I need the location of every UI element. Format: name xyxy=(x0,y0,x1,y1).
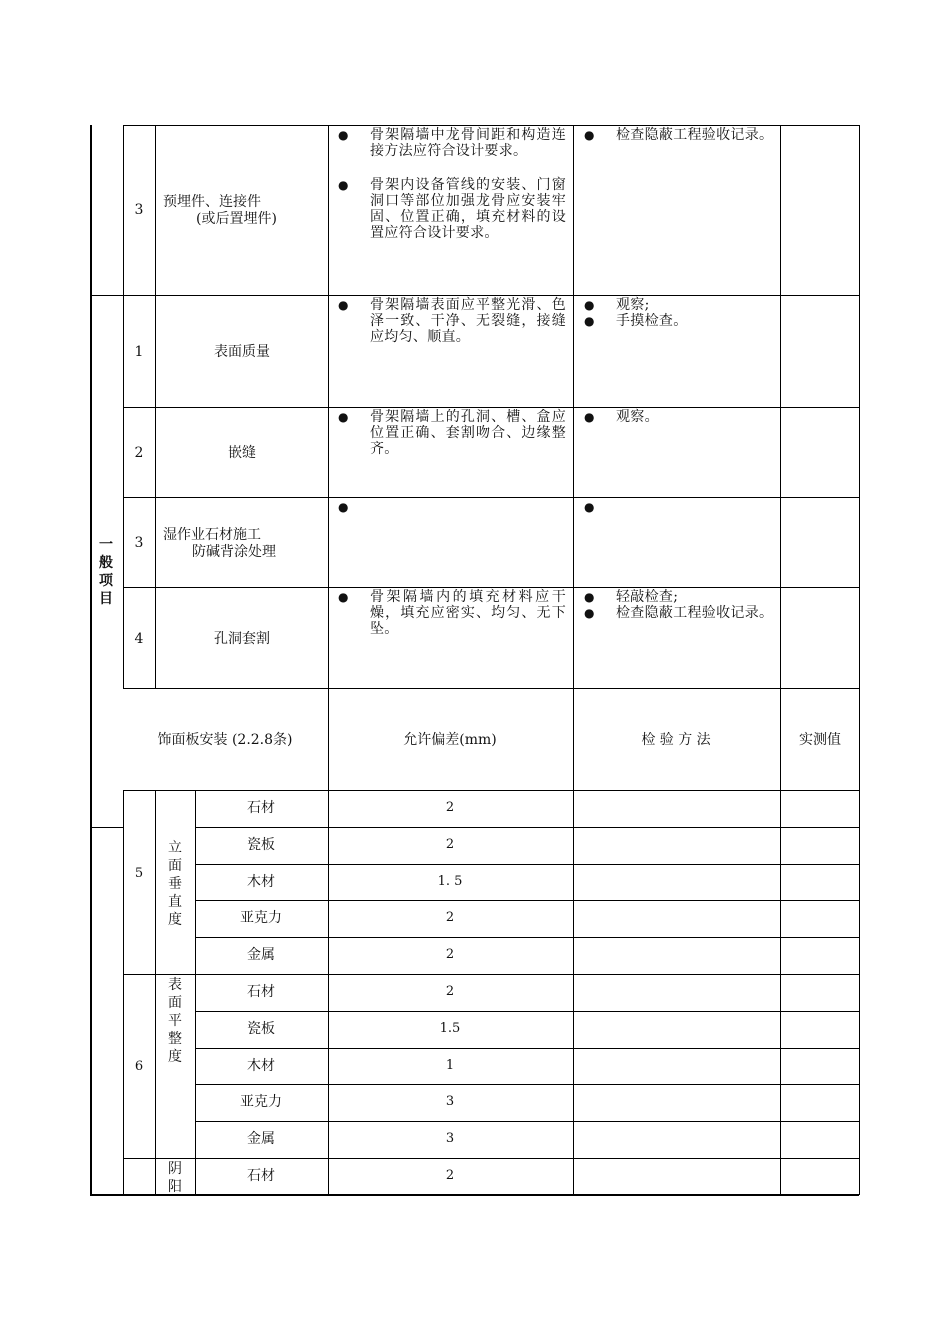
requirement-column-rule xyxy=(328,125,329,1195)
row-number: 3 xyxy=(134,202,144,218)
row-rule xyxy=(195,1121,859,1122)
category-general-items-label: 一般项目 xyxy=(99,537,113,607)
bullet-icon: ● xyxy=(338,590,349,604)
tolerance-value: 2 xyxy=(445,800,455,815)
row-rule xyxy=(195,1084,859,1085)
bullet-icon: ● xyxy=(338,410,349,424)
row-number: 2 xyxy=(134,445,144,461)
material-name: 金属 xyxy=(247,947,275,963)
method-text: 检查隐蔽工程验收记录。 xyxy=(616,127,774,143)
material-name: 亚克力 xyxy=(240,910,282,926)
bullet-icon: ● xyxy=(584,128,595,142)
table-top-border xyxy=(123,125,859,126)
row-rule xyxy=(123,1158,859,1159)
item-name: 湿作业石材施工 xyxy=(163,527,261,543)
material-name: 石材 xyxy=(247,1168,275,1184)
method-text: 轻敲检查; xyxy=(616,589,679,605)
tolerance-value: 2 xyxy=(445,1168,455,1183)
bullet-icon: ● xyxy=(584,590,595,604)
item-name: 孔洞套割 xyxy=(214,631,270,647)
bullet-icon: ● xyxy=(338,500,349,514)
item-name: (或后置埋件) xyxy=(196,211,277,227)
item-name: 嵌缝 xyxy=(228,445,256,461)
row-number: 3 xyxy=(134,535,144,551)
tolerance-header-item: 饰面板安装 (2.2.8条) xyxy=(157,732,293,748)
bullet-icon: ● xyxy=(584,298,595,312)
bullet-icon: ● xyxy=(584,410,595,424)
row-number: 4 xyxy=(134,631,144,647)
tolerance-header-method: 检 验 方 法 xyxy=(641,732,711,748)
bullet-icon: ● xyxy=(338,178,349,192)
material-name: 金属 xyxy=(247,1131,275,1147)
tolerance-value: 2 xyxy=(445,910,455,925)
requirement-text: 骨架内设备管线的安装、门窗洞口等部位加强龙骨应安装牢固、位置正确，填充材料的设置应符合设计要求。 xyxy=(370,177,566,241)
tolerance-value: 3 xyxy=(445,1094,455,1109)
measured-column-rule xyxy=(780,125,781,1195)
material-name: 亚克力 xyxy=(240,1094,282,1110)
row-rule xyxy=(195,937,859,938)
item-name: 表面质量 xyxy=(214,344,270,360)
tolerance-group-name: 立面垂直度 xyxy=(168,840,182,928)
bullet-icon: ● xyxy=(338,298,349,312)
tolerance-value: 1. 5 xyxy=(437,874,463,889)
row-rule xyxy=(123,974,859,975)
tolerance-header-allowance: 允许偏差(mm) xyxy=(403,732,497,748)
item-name: 防碱背涂处理 xyxy=(192,544,276,560)
table-left-border xyxy=(90,125,92,1195)
material-column-rule xyxy=(195,790,196,1195)
method-text: 观察; xyxy=(616,297,650,313)
row-rule xyxy=(123,790,859,791)
material-name: 石材 xyxy=(247,984,275,1000)
tolerance-group-name: 表面平整度 xyxy=(168,977,182,1065)
table-right-border xyxy=(859,125,860,1195)
tolerance-header-measured: 实测值 xyxy=(799,732,841,748)
bullet-icon: ● xyxy=(584,500,595,514)
tolerance-value: 2 xyxy=(445,837,455,852)
material-name: 石材 xyxy=(247,800,275,816)
material-name: 木材 xyxy=(247,874,275,890)
row-rule xyxy=(155,688,859,689)
row-number: 1 xyxy=(134,344,144,360)
bullet-icon: ● xyxy=(584,606,595,620)
row-rule xyxy=(123,497,859,498)
tolerance-value: 1 xyxy=(445,1058,455,1073)
row-rule xyxy=(123,295,859,296)
method-text: 观察。 xyxy=(616,409,659,425)
method-column-rule xyxy=(573,125,574,1195)
bullet-icon: ● xyxy=(338,128,349,142)
method-text: 检查隐蔽工程验收记录。 xyxy=(616,605,774,621)
row-rule xyxy=(195,864,859,865)
method-text: 手摸检查。 xyxy=(616,313,688,329)
tolerance-value: 2 xyxy=(445,984,455,999)
row-rule xyxy=(123,587,859,588)
tolerance-group-name: 阴阳 xyxy=(168,1161,182,1195)
no-column-rule xyxy=(123,790,124,1195)
tolerance-value: 3 xyxy=(445,1131,455,1146)
table-bottom-border xyxy=(90,1194,859,1196)
bullet-icon: ● xyxy=(584,314,595,328)
requirement-text: 骨架隔墙内的填充材料应干燥，填充应密实、均匀、无下坠。 xyxy=(370,589,566,637)
requirement-text: 骨架隔墙表面应平整光滑、色泽一致、干净、无裂缝，接缝应均匀、顺直。 xyxy=(370,297,566,345)
item-name: 预埋件、连接件 xyxy=(163,194,261,210)
row-rule xyxy=(195,900,859,901)
requirement-text: 骨架隔墙上的孔洞、槽、盒应位置正确、套割吻合、边缘整齐。 xyxy=(370,409,566,457)
material-name: 瓷板 xyxy=(247,1021,275,1037)
row-rule xyxy=(195,827,859,828)
row-rule xyxy=(123,688,155,689)
material-name: 瓷板 xyxy=(247,837,275,853)
row-rule xyxy=(195,1048,859,1049)
row-rule xyxy=(123,407,859,408)
tolerance-group-number: 5 xyxy=(134,866,144,881)
item-column-rule xyxy=(155,790,156,1195)
material-name: 木材 xyxy=(247,1058,275,1074)
requirement-text: 骨架隔墙中龙骨间距和构造连接方法应符合设计要求。 xyxy=(370,127,566,159)
category-divider xyxy=(90,827,123,828)
category-divider xyxy=(90,295,123,296)
tolerance-value: 1.5 xyxy=(439,1021,461,1036)
tolerance-group-number: 6 xyxy=(134,1059,144,1074)
tolerance-value: 2 xyxy=(445,947,455,962)
row-rule xyxy=(195,1011,859,1012)
